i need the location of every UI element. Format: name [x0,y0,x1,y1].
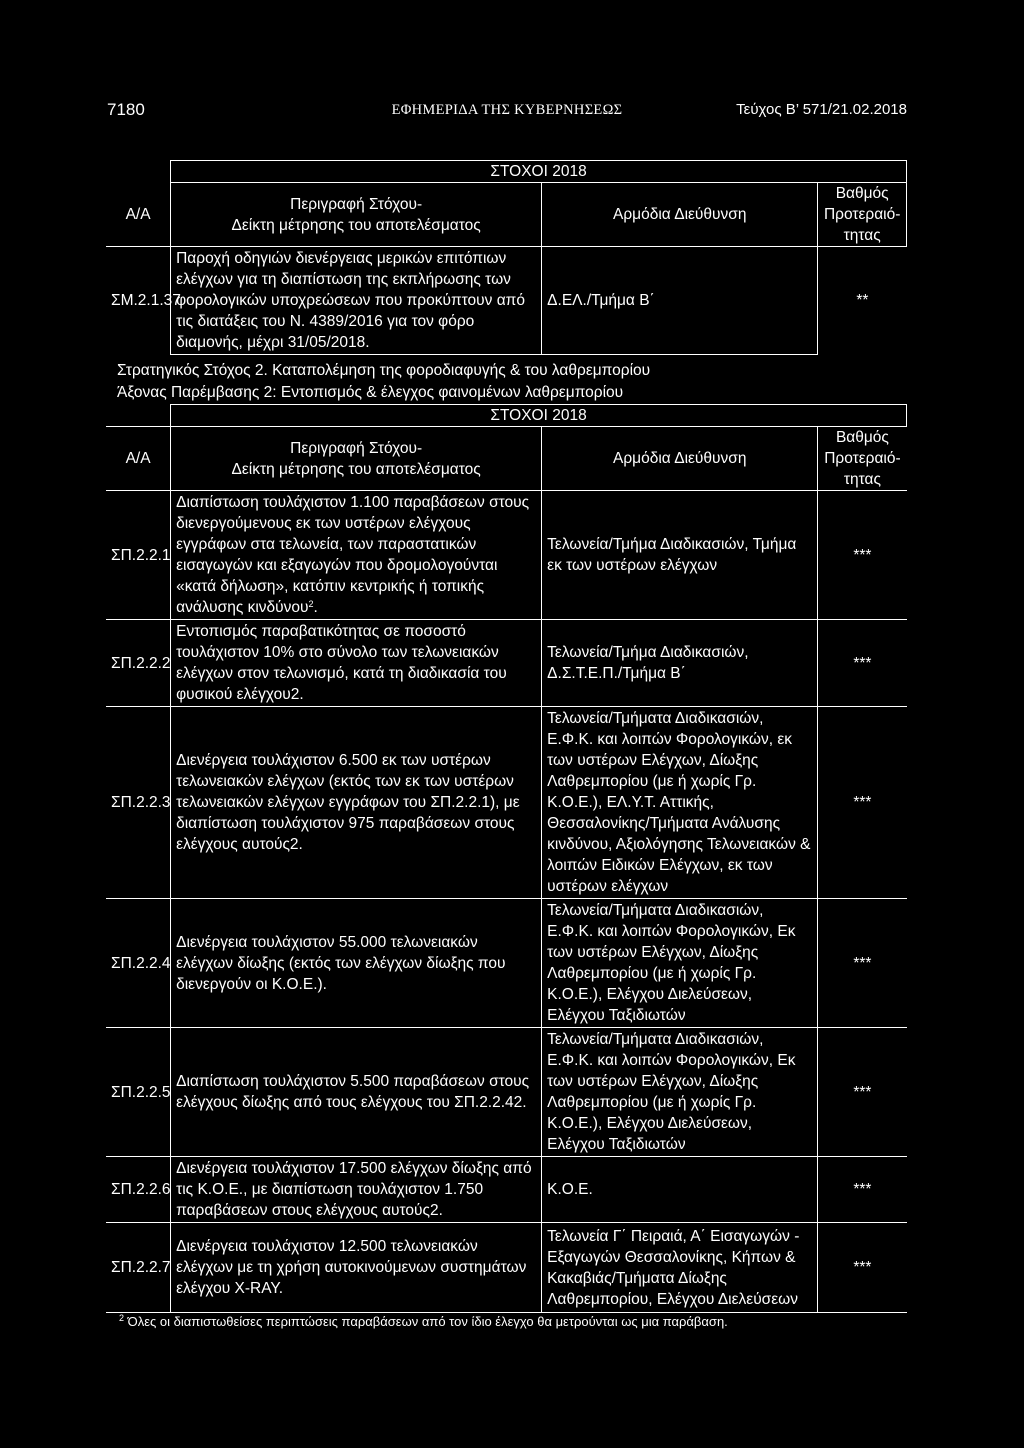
intervention-axis: Άξονας Παρέμβασης 2: Εντοπισμός & έλεγχος φαινομένων λαθρεμπορίου [117,384,624,401]
strategic-goal: Στρατηγικός Στόχος 2. Καταπολέμηση της φοροδιαφυγής & του λαθρεμπορίου [117,362,651,379]
row-priority: *** [818,899,907,1028]
row-priority: *** [818,491,907,620]
row-id: ΣΠ.2.2.7 [106,1223,171,1313]
page-number: 7180 [107,100,145,119]
row-description: Εντοπισμός παραβατικότητας σε ποσοστό τουλάχιστον 10% στο σύνολο των τελωνειακών ελέγχων στον τελωνισμό, κατά τη διαδικασία του φυσικού ελέγχου2. [171,620,542,707]
row-directorate: Τελωνεία/Τμήμα Διαδικασιών, Τμήμα εκ των υστέρων ελέγχων [542,491,818,620]
col-header-priority-line2: Προτεραιό- [823,206,901,223]
footnote-marker: 2 [119,1313,125,1323]
goals-heading-row [106,161,907,183]
table-row [106,491,907,620]
row-priority: *** [818,620,907,707]
footnote [119,1311,728,1332]
row-description: Παροχή οδηγιών διενέργειας μερικών επιτόπιων ελέγχων για τη διαπίστωση της εκπλήρωσης των φορολογικών υποχρεώσεων που προκύπτουν από τις διατάξεις του Ν. 4389/2016 για τον φόρο διαμονής, μέχρι 31/05/2018. [171,247,542,355]
row-id: ΣΠ.2.2.2 [106,620,171,707]
col-header-priority [818,183,907,247]
table-row [106,620,907,707]
row-id: ΣΜ.2.1.37 [106,247,171,355]
issue-number: Τεύχος Β’ 571/21.02.2018 [736,101,907,118]
row-id: ΣΠ.2.2.6 [106,1157,171,1223]
col-header-description [171,183,542,247]
row-description-end: . [313,599,318,616]
col-header-directorate: Αρμόδια Διεύθυνση [542,427,818,491]
row-priority: *** [818,1223,907,1313]
row-description: Διενέργεια τουλάχιστον 6.500 εκ των υστέρων τελωνειακών ελέγχων (εκτός των εκ των υστέρων τελωνειακών ελέγχων εγγράφων του ΣΠ.2.2.1), με διαπίστωση τουλάχιστον 975 παραβάσεων στους ελέγχους αυτούς2. [171,707,542,899]
goals-table-1 [106,160,907,355]
col-header-description [171,427,542,491]
col-header-aa: Α/Α [106,427,171,491]
col-header-priority-line3: τητας [843,227,881,244]
row-priority: ** [818,247,907,355]
col-header-priority-line3: τητας [843,471,881,488]
row-directorate: Τελωνεία/Τμήμα Διαδικασιών, Δ.Σ.Τ.Ε.Π./Τμήμα Β΄ [542,620,818,707]
footnote-reference: 2 [308,599,314,609]
table-row [106,1157,907,1223]
row-description: Διενέργεια τουλάχιστον 17.500 ελέγχων δίωξης από τις Κ.Ο.Ε., με διαπίστωση τουλάχιστον 1.750 παραβάσεων στους ελέγχους αυτούς2. [171,1157,542,1223]
col-header-description-line2: Δείκτη μέτρησης του αποτελέσματος [231,216,481,234]
row-priority: *** [818,1028,907,1157]
col-header-priority-line2: Προτεραιό- [824,450,901,467]
col-header-aa: Α/Α [106,183,171,247]
table-header-row [106,183,907,247]
goals-heading-row [106,405,907,427]
row-id: ΣΠ.2.2.3 [106,707,171,899]
col-header-priority-line1: Βαθμός [835,429,889,446]
col-header-description-line1: Περιγραφή Στόχου- [290,439,423,457]
row-priority: *** [818,707,907,899]
row-directorate: Δ.ΕΛ./Τμήμα Β΄ [542,247,818,355]
row-id: ΣΠ.2.2.1 [106,491,171,620]
col-header-description-line2: Δείκτη μέτρησης του αποτελέσματος [231,460,481,478]
table-header-row [106,427,907,491]
table-row [106,707,907,899]
row-directorate: Τελωνεία/Τμήματα Διαδικασιών, Ε.Φ.Κ. και λοιπών Φορολογικών, Εκ των υστέρων Ελέγχων, Δίωξης Λαθρεμπορίου (με ή χωρίς Γρ. Κ.Ο.Ε.), Ελέγχου Διελεύσεων, Ελέγχου Ταξιδιωτών [542,899,818,1028]
row-id: ΣΠ.2.2.4 [106,899,171,1028]
goals-table-2 [106,404,907,1313]
table-row [106,247,907,355]
row-priority: *** [818,1157,907,1223]
col-header-description-line1: Περιγραφή Στόχου- [290,195,423,213]
col-header-priority [818,427,907,491]
col-header-directorate: Αρμόδια Διεύθυνση [542,183,818,247]
row-directorate: Τελωνεία/Τμήματα Διαδικασιών, Ε.Φ.Κ. και λοιπών Φορολογικών, Εκ των υστέρων Ελέγχων, Δίωξης Λαθρεμπορίου (με ή χωρίς Γρ. Κ.Ο.Ε.), Ελέγχου Διελεύσεων, Ελέγχου Ταξιδιωτών [542,1028,818,1157]
col-header-priority-line1: Βαθμός [835,185,889,202]
row-id: ΣΠ.2.2.5 [106,1028,171,1157]
table-row [106,899,907,1028]
strategic-goal-block [117,360,897,404]
row-description: Διαπίστωση τουλάχιστον 5.500 παραβάσεων στους ελέγχους δίωξης από τους ελέγχους του ΣΠ.2.2.42. [171,1028,542,1157]
row-description: Διενέργεια τουλάχιστον 12.500 τελωνειακών ελέγχων με τη χρήση αυτοκινούμενων συστημάτων ελέγχου X-RAY. [171,1223,542,1313]
row-directorate: Τελωνεία Γ΄ Πειραιά, Α΄ Εισαγωγών - Εξαγωγών Θεσσαλονίκης, Κήπων & Κακαβιάς/Τμήματα Δίωξης Λαθρεμπορίου, Ελέγχου Διελεύσεων [542,1223,818,1313]
row-description: Διενέργεια τουλάχιστον 55.000 τελωνειακών ελέγχων δίωξης (εκτός των ελέγχων δίωξης που διενεργούν οι Κ.Ο.Ε.). [171,899,542,1028]
goals-heading: ΣΤΟΧΟΙ 2018 [171,161,907,183]
row-description [171,491,542,620]
table-row [106,1223,907,1313]
row-directorate: Κ.Ο.Ε. [542,1157,818,1223]
page-header [107,99,907,125]
table-row [106,1028,907,1157]
footnote-text: Όλες οι διαπιστωθείσες περιπτώσεις παραβάσεων από τον ίδιο έλεγχο θα μετρούνται ως μια παράβαση. [127,1314,728,1329]
gazette-title: ΕΦΗΜΕΡΙΔΑ ΤΗΣ ΚΥΒΕΡΝΗΣΕΩΣ [391,102,623,118]
goals-heading: ΣΤΟΧΟΙ 2018 [171,405,907,427]
row-description-text: Διαπίστωση τουλάχιστον 1.100 παραβάσεων στους διενεργούμενους εκ των υστέρων ελέγχους εγγράφων στα τελωνεία, των παραστατικών εισαγωγών και εξαγωγών που δρομολογούνται «κατά δήλωση», κατόπιν κεντρικής ή τοπικής ανάλυσης κινδύνου [176,494,530,616]
row-directorate: Τελωνεία/Τμήματα Διαδικασιών, Ε.Φ.Κ. και λοιπών Φορολογικών, εκ των υστέρων Ελέγχων, Δίωξης Λαθρεμπορίου (με ή χωρίς Γρ. Κ.Ο.Ε.), ΕΛ.Υ.Τ. Αττικής, Θεσσαλονίκης/Τμήματα Ανάλυσης κινδύνου, Αξιολόγησης Τελωνειακών & λοιπών Ειδικών Ελέγχων, εκ των υστέρων ελέγχων [542,707,818,899]
